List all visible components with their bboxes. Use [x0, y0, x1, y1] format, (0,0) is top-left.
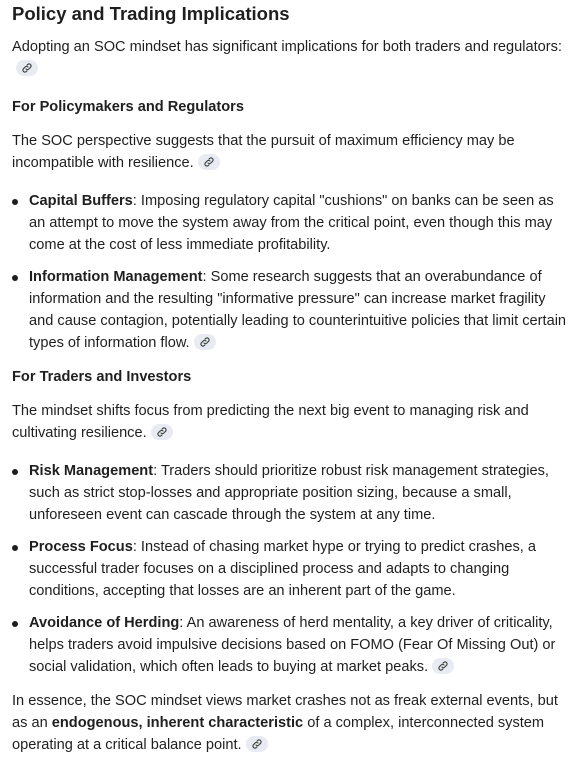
list-item-text: : Imposing regulatory capital "cushions" on banks can be seen as an attempt to move the system away from the critical point, even though this may come at the cost of less immediate profitability.	[29, 193, 554, 253]
list-item-term: Information Management	[29, 269, 203, 285]
source-link-chip[interactable]	[151, 424, 173, 440]
closing-text-after: of a complex, interconnected system operating at a critical balance point.	[12, 715, 545, 753]
list-item	[12, 190, 571, 256]
list-item-term: Avoidance of Herding	[29, 615, 180, 631]
list-item-text: : Some research suggests that an overabundance of information and the resulting "informative pressure" can increase market fragility and cause contagion, potentially leading to counterintuitive policies that limit certain types of information flow.	[29, 269, 567, 351]
source-link-chip[interactable]	[16, 60, 38, 76]
list-item-term: Capital Buffers	[29, 193, 133, 209]
link-icon	[251, 738, 263, 750]
intro-paragraph	[12, 36, 571, 80]
list-item	[12, 612, 571, 678]
intro-text: Adopting an SOC mindset has significant implications for both traders and regulators:	[12, 39, 562, 55]
link-icon	[21, 62, 33, 74]
link-icon	[437, 660, 449, 672]
list-item-text: : Traders should prioritize robust risk management strategies, such as strict stop-losses and appropriate position sizing, because a small, unforeseen event can cascade through the system at any time.	[29, 463, 549, 523]
list-item	[12, 460, 571, 526]
list-item-term: Process Focus	[29, 539, 133, 555]
list-item	[12, 536, 571, 602]
traders-text: The mindset shifts focus from predicting the next big event to managing risk and cultivating resilience.	[12, 403, 529, 441]
link-icon	[203, 156, 215, 168]
closing-text-before: In essence, the SOC mindset views market crashes not as freak external events, but as an	[12, 693, 558, 731]
list-item-text: : Instead of chasing market hype or trying to predict crashes, a successful trader focuses on a disciplined process and adapts to changing conditions, accepting that losses are an inherent part of the game.	[29, 539, 536, 599]
source-link-chip[interactable]	[194, 334, 216, 350]
list-item-text: : An awareness of herd mentality, a key driver of criticality, helps traders avoid impulsive decisions based on FOMO (Fear Of Missing Out) or social validation, which often leads to buying at market peaks.	[29, 615, 556, 675]
link-icon	[156, 426, 168, 438]
traders-paragraph	[12, 400, 571, 444]
list-item-term: Risk Management	[29, 463, 154, 479]
policymakers-text: The SOC perspective suggests that the pursuit of maximum efficiency may be incompatible with resilience.	[12, 133, 515, 171]
policymakers-paragraph	[12, 130, 571, 174]
policymakers-heading: For Policymakers and Regulators	[12, 99, 244, 115]
source-link-chip[interactable]	[432, 658, 454, 674]
source-link-chip[interactable]	[198, 154, 220, 170]
traders-heading: For Traders and Investors	[12, 369, 192, 385]
list-item	[12, 266, 571, 354]
closing-emphasis: endogenous, inherent characteristic	[51, 715, 304, 731]
traders-list	[12, 460, 571, 678]
section-title: Policy and Trading Implications	[12, 3, 290, 24]
source-link-chip[interactable]	[246, 736, 268, 752]
link-icon	[199, 336, 211, 348]
closing-paragraph	[12, 690, 571, 756]
policymakers-list	[12, 190, 571, 354]
